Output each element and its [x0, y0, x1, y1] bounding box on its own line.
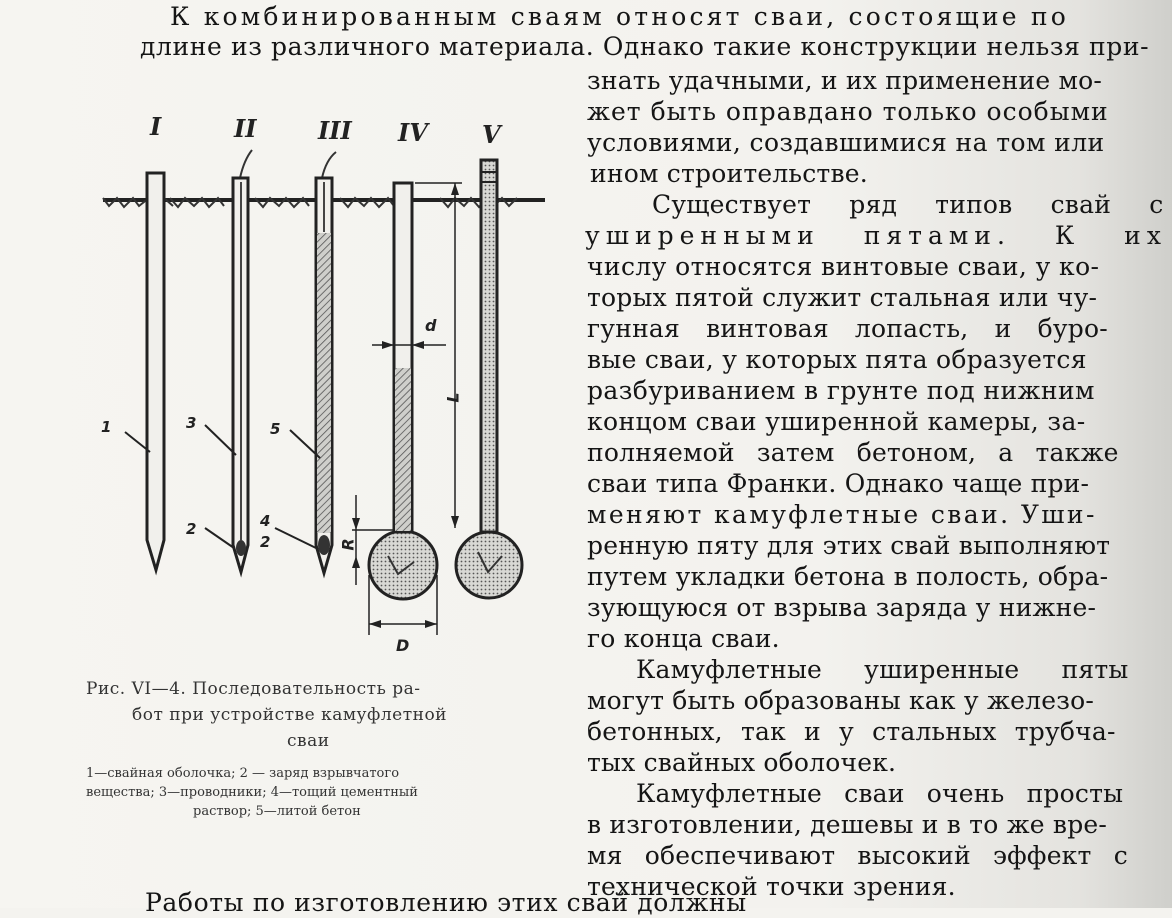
text-line-r19: го конца сваи. [587, 624, 780, 653]
text-line-r6: уширенными пятами. К их [585, 221, 1167, 250]
text-line-r17: путем укладки бетона в полость, обра- [587, 562, 1109, 591]
figure-legend-line-3: раствор; 5—литой бетон [193, 804, 361, 819]
text-line-r18: зующуюся от взрыва заряда у нижне- [587, 593, 1097, 622]
dim-label-R: R [338, 538, 358, 551]
text-line-r26: мя обеспечивают высокий эффект с [587, 841, 1128, 870]
text-line-r27: технической точки зрения. [587, 872, 956, 901]
text-line-r22: бетонных, так и у стальных трубча- [587, 717, 1116, 746]
figure-caption-line-2: бот при устройстве камуфлетной [132, 705, 448, 725]
part-label-3: 3 [186, 414, 197, 432]
text-line-r4: ином строительстве. [590, 159, 868, 188]
text-line-r16: ренную пяту для этих свай выполняют [587, 531, 1111, 560]
text-line-r11: разбуриванием в грунте под нижним [587, 376, 1095, 405]
text-line-r3: условиями, создавшимися на том или [587, 128, 1105, 157]
pile-stage-5 [456, 160, 522, 598]
dim-label-D: D [396, 636, 410, 655]
dim-label-d: d [425, 316, 437, 335]
text-line-r2: жет быть оправдано только особыми [587, 97, 1109, 126]
text-line-r5: Существует ряд типов свай с [652, 190, 1164, 219]
text-line-r7: числу относятся винтовые сваи, у ко- [587, 252, 1100, 281]
text-line-r15: меняют камуфлетные сваи. Уши- [587, 500, 1097, 529]
text-line-1: К комбинированным сваям относят сваи, состоящие по [170, 2, 1070, 31]
text-line-r23: тых свайных оболочек. [587, 748, 897, 777]
text-line-r8: торых пятой служит стальная или чу- [587, 283, 1098, 312]
text-line-2: длине из различного материала. Однако такие конструкции нельзя при- [140, 32, 1150, 61]
figure-legend-line-1: 1—свайная оболочка; 2 — заряд взрывчатого [86, 766, 400, 781]
stage-label-5: V [482, 120, 501, 149]
text-line-r20: Камуфлетные уширенные пяты [636, 655, 1129, 684]
part-label-5: 5 [270, 420, 281, 438]
pile-stage-2 [205, 150, 252, 572]
part-label-2a: 2 [186, 520, 197, 538]
text-line-r12: концом сваи уширенной камеры, за- [587, 407, 1086, 436]
part-label-4: 4 [260, 512, 271, 530]
text-line-bottom: Работы по изготовлению этих свай должны [145, 888, 747, 917]
stage-label-2: II [234, 114, 257, 143]
text-line-r10: вые сваи, у которых пята образуется [587, 345, 1087, 374]
text-line-r14: сваи типа Франки. Однако чаще при- [587, 469, 1090, 498]
figure-caption-line-3: сваи [287, 731, 330, 751]
part-label-1: 1 [101, 418, 112, 436]
text-line-r25: в изготовлении, дешевы и в то же вре- [587, 810, 1108, 839]
text-line-r24: Камуфлетные сваи очень просты [636, 779, 1124, 808]
text-line-r13: полняемой затем бетоном, а также [587, 438, 1119, 467]
pile-stage-4 [352, 183, 462, 635]
stage-label-3: III [318, 116, 352, 145]
text-line-r9: гунная винтовая лопасть, и буро- [587, 314, 1108, 343]
text-line-r21: могут быть образованы как у железо- [587, 686, 1094, 715]
pile-stage-3 [275, 152, 336, 573]
dim-label-L: L [443, 392, 463, 403]
figure-caption-line-1: Рис. VI—4. Последовательность ра- [86, 679, 421, 699]
stage-label-4: IV [398, 118, 428, 147]
pile-stage-1 [125, 173, 164, 570]
text-line-r1: знать удачными, и их применение мо- [587, 66, 1103, 95]
stage-label-1: I [150, 112, 162, 141]
part-label-2b: 2 [260, 533, 271, 551]
figure-legend-line-2: вещества; 3—проводники; 4—тощий цементный [86, 785, 418, 800]
